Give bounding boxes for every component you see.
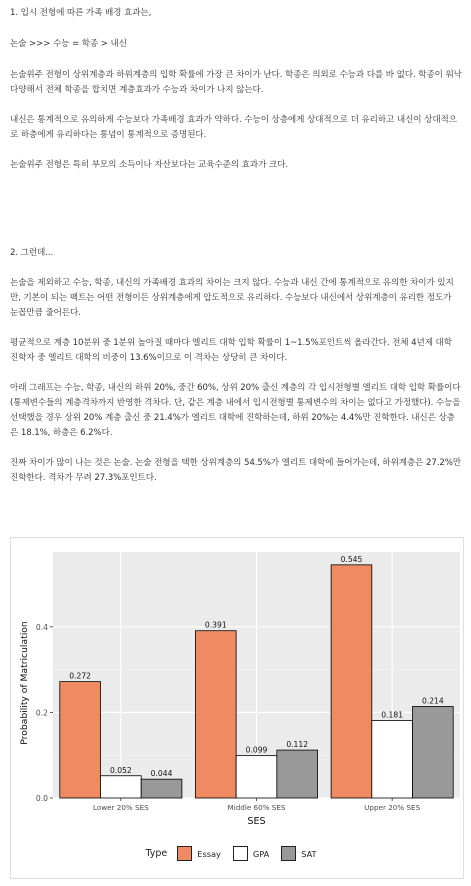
legend-swatch [281,846,296,861]
bar-value-label: 0.181 [381,710,404,720]
legend-label: Essay [197,848,221,859]
paragraph-education-effect: 논술위주 전형은 특히 부모의 소득이나 자산보다는 교육수준의 효과가 크다. [10,160,288,170]
article-text-middle [10,246,462,486]
x-tick-label: Upper 20% SES [364,803,421,812]
bar-gpa [372,721,413,798]
bar-essay [331,565,372,798]
bar-value-label: 0.272 [69,671,92,681]
bar-gpa [100,776,141,798]
bar-value-label: 0.391 [204,620,227,630]
paragraph-graph-explanation: 아래 그래프는 수능, 학종, 내신의 하위 20%, 중간 60%, 상위 20% 출신 계층의 각 입시전형별 엘리트 대학 입학 확률이다 (통제변수들의 계층격차까지 반영한 격차다. 단, 같은 계층 내에서 입시전형별 통제변수의 차이는 없다고 가정했다). 수능을 선택했을 경우 상위 20% 계층 출신 중 21.4%가 엘리트 대학에 진학하는데, 하위 20%는 4.4%만 진학한다. 내신은 상층은 18.1%, 하층은 6.2%다. [10,383,461,438]
x-tick-label: Middle 60% SES [227,803,286,812]
bar-gpa [236,756,277,798]
legend-item-gpa [233,846,269,861]
y-axis-title: Probability of Matriculation [19,621,30,745]
paragraph-gpa-effect: 내신은 통계적으로 유의하게 수능보다 가족배경 효과가 약하다. 수능이 상층에게 상대적으로 더 유리하고 내신이 상대적으로 하층에게 유리하다는 통념이 통계적으로 증명된다. [10,115,457,140]
bar-essay [60,682,101,798]
paragraph-essay-effect: 논술위주 전형이 상위계층과 하위계층의 입학 확률에 가장 큰 차이가 난다. 학종은 의외로 수능과 다를 바 없다. 학종이 워낙 다양해서 전체 학종을 합치면 계층효과가 수능과 차이가 나지 않는다. [10,70,462,95]
legend-item-essay [177,846,221,861]
y-tick-label: 0.4 [35,622,48,632]
legend-label: GPA [252,848,270,859]
bar-value-label: 0.214 [421,696,444,706]
paragraph-other-tracks: 논술을 제외하고 수능, 학종, 내신의 가족배경 효과의 차이는 크지 않다. 수능과 내신 간에 통계적으로 유의한 차이가 있지만, 기본이 되는 팩트는 어떤 전형이든 상위계층에게 압도적으로 유리하다. 수능보다 내신에서 상위계층이 유리한 정도가 눈꼽만큼 줄어든다. [10,278,454,318]
bar-chart [11,538,463,838]
bar-value-label: 0.112 [286,740,309,750]
bar-essay [195,631,236,798]
legend-swatch [177,846,192,861]
legend-label: SAT [301,848,317,859]
bar-value-label: 0.044 [150,769,173,779]
y-tick-label: 0.2 [35,708,48,718]
bar-sat [141,779,182,798]
bar-value-label: 0.099 [245,745,268,755]
article-text-top [10,6,462,173]
bar-value-label: 0.545 [340,554,363,564]
bar-sat [413,706,454,798]
bar-value-label: 0.052 [109,765,132,775]
paragraph-heading-1: 1. 입시 전형에 따른 가족 배경 효과는, [10,8,152,18]
legend-swatch [233,846,248,861]
legend-title: Type [145,848,168,859]
y-tick-label: 0.0 [35,794,48,803]
chart-container [10,537,464,879]
paragraph-ranking: 논술 >>> 수능 = 학종 > 내신 [10,39,127,49]
legend-item-sat [281,846,316,861]
chart-legend [11,846,463,861]
paragraph-essay-gap: 진짜 차이가 많이 나는 것은 논술. 논술 전형을 택한 상위계층의 54.5%가 엘리트 대학에 들어가는데, 하위계층은 27.2%만 진학한다. 격차가 무려 27.3%포인트다. [10,458,462,483]
paragraph-heading-2: 2. 그런데... [10,248,54,258]
x-axis-title: SES [247,816,266,827]
paragraph-decile-effect: 평균적으로 계층 10분위 중 1분위 높아질 때마다 엘리트 대학 입학 확률이 1~1.5%포인트씩 올라간다. 전체 4년제 대학 진학자 중 엘리트 대학의 비중이 13.6%이므로 이 격차는 상당히 큰 차이다. [10,338,452,363]
bar-sat [277,750,318,798]
x-tick-label: Lower 20% SES [92,803,149,812]
